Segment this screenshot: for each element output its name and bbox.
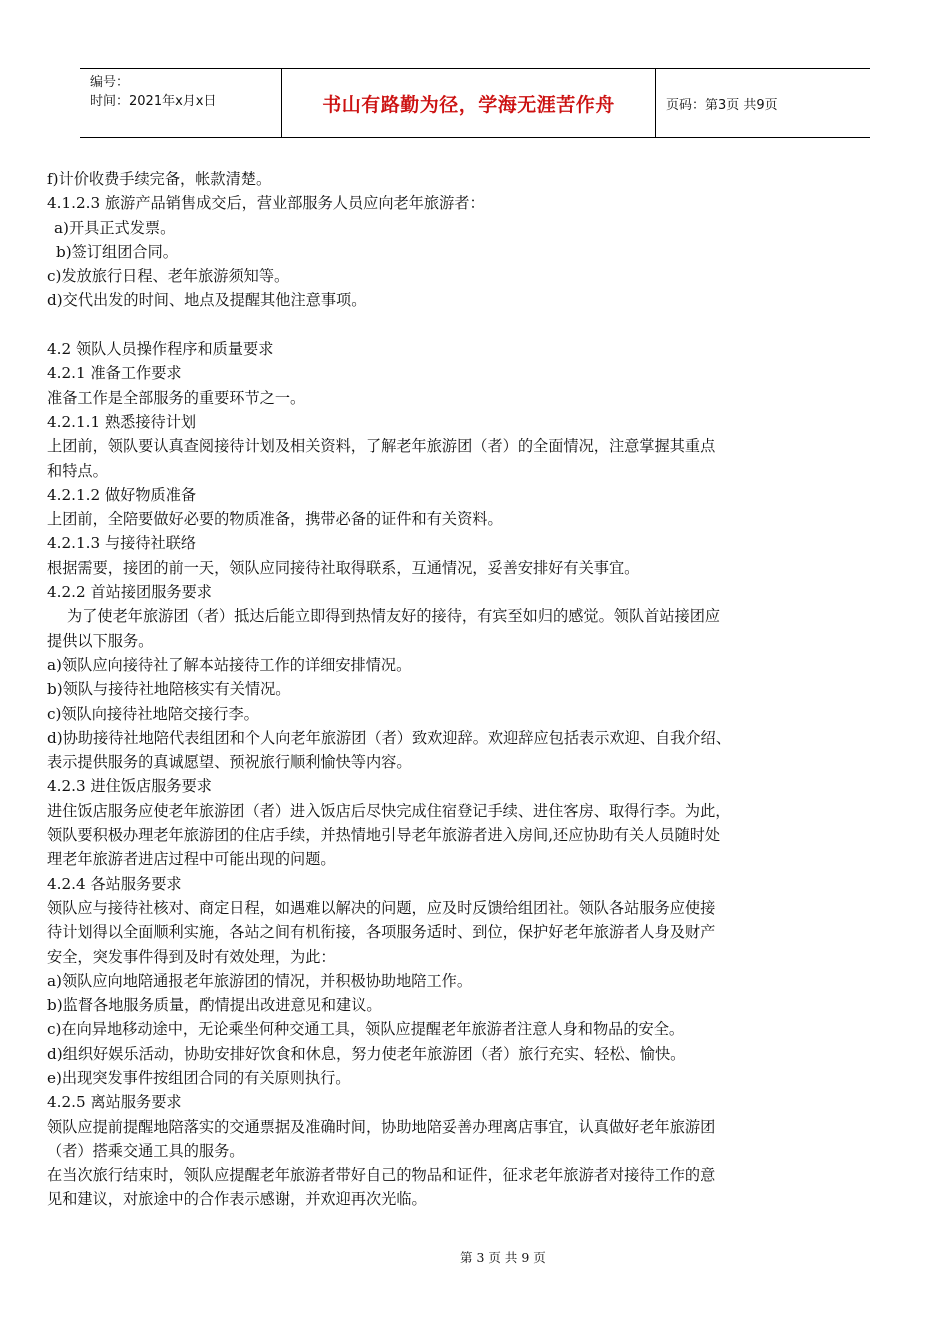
- section-heading: 4.2.1.2 做好物质准备: [47, 485, 197, 504]
- body-line: 准备工作是全部服务的重要环节之一。: [47, 388, 306, 407]
- section-heading: 4.2.3 进住饭店服务要求: [47, 777, 212, 796]
- section-heading: 4.1.2.3 旅游产品销售成交后，营业部服务人员应向老年旅游者：: [47, 194, 485, 213]
- section-heading: 4.2.5 离站服务要求: [47, 1093, 182, 1112]
- body-line: 表示提供服务的真诚愿望、预祝旅行顺利愉快等内容。: [47, 753, 412, 772]
- body-line: 见和建议，对旅途中的合作表示感谢，并欢迎再次光临。: [47, 1190, 427, 1209]
- body-line: 在当次旅行结束时，领队应提醒老年旅游者带好自己的物品和证件，征求老年旅游者对接待工作的意: [47, 1166, 716, 1185]
- list-item: b)领队与接待社地陪核实有关情况。: [47, 680, 291, 699]
- list-item: b)签订组团合同。: [56, 242, 178, 261]
- body-line: （者）搭乘交通工具的服务。: [47, 1141, 245, 1160]
- body-line: 领队要积极办理老年旅游团的住店手续，并热情地引导老年旅游者进入房间,还应协助有关人员随时处: [47, 826, 721, 845]
- body-line: 待计划得以全面顺利实施，各站之间有机衔接，各项服务适时、到位，保护好老年旅游者人身及财产: [47, 923, 716, 942]
- section-heading: 4.2.4 各站服务要求: [47, 874, 182, 893]
- section-heading: 4.2.1.3 与接待社联络: [47, 534, 197, 553]
- header-meta: [80, 69, 282, 137]
- list-item: a)开具正式发票。: [54, 218, 176, 237]
- list-item: a)领队应向接待社了解本站接待工作的详细安排情况。: [47, 655, 412, 674]
- section-heading: 4.2.1 准备工作要求: [47, 364, 182, 383]
- list-item: d)交代出发的时间、地点及提醒其他注意事项。: [47, 291, 367, 310]
- section-heading: 4.2 领队人员操作程序和质量要求: [47, 340, 274, 359]
- body-line: 和特点。: [47, 461, 108, 480]
- list-item: d)组织好娱乐活动，协助安排好饮食和休息，努力使老年旅游团（者）旅行充实、轻松、愉快。: [47, 1044, 686, 1063]
- footer-page-number: 第 3 页 共 9 页: [460, 1250, 546, 1265]
- body-line: 安全，突发事件得到及时有效处理，为此：: [47, 947, 336, 966]
- page-header: [80, 68, 870, 138]
- list-item: a)领队应向地陪通报老年旅游团的情况，并积极协助地陪工作。: [47, 971, 473, 990]
- body-line: 上团前，全陪要做好必要的物质准备，携带必备的证件和有关资料。: [47, 510, 503, 529]
- body-line: 理老年旅游者进店过程中可能出现的问题。: [47, 850, 336, 869]
- document-time-label: 时间：2021年x月x日: [90, 94, 217, 109]
- list-item: c)在向异地移动途中，无论乘坐何种交通工具，领队应提醒老年旅游者注意人身和物品的安全。: [47, 1020, 685, 1039]
- body-line: f)计价收费手续完备，帐款清楚。: [47, 170, 272, 188]
- body-line: 为了使老年旅游团（者）抵达后能立即得到热情友好的接待，有宾至如归的感觉。领队首站接团应: [67, 607, 721, 626]
- section-heading: 4.2.1.1 熟悉接待计划: [47, 412, 197, 431]
- body-line: 根据需要，接团的前一天，领队应同接待社取得联系，互通情况，妥善安排好有关事宜。: [47, 558, 640, 577]
- list-item: c)发放旅行日程、老年旅游须知等。: [47, 267, 290, 286]
- list-item: b)监督各地服务质量，酌情提出改进意见和建议。: [47, 996, 382, 1015]
- body-line: 上团前，领队要认真查阅接待计划及相关资料，了解老年旅游团（者）的全面情况，注意掌握其重点: [47, 437, 716, 456]
- document-number-label: 编号：: [90, 75, 130, 90]
- body-line: 领队应提前提醒地陪落实的交通票据及准确时间，协助地陪妥善办理离店事宜，认真做好老年旅游团: [47, 1117, 716, 1136]
- body-line: 提供以下服务。: [47, 631, 154, 650]
- document-body: [47, 167, 917, 1212]
- spacer: [47, 313, 917, 337]
- list-item: d)协助接待社地陪代表组团和个人向老年旅游团（者）致欢迎辞。欢迎辞应包括表示欢迎、自我介绍、: [47, 728, 731, 747]
- list-item: e)出现突发事件按组团合同的有关原则执行。: [47, 1068, 351, 1087]
- body-line: 进住饭店服务应使老年旅游团（者）进入饭店后尽快完成住宿登记手续、进住客房、取得行李。为此，: [47, 801, 731, 820]
- section-heading: 4.2.2 首站接团服务要求: [47, 583, 212, 602]
- list-item: c)领队向接待社地陪交接行李。: [47, 704, 259, 723]
- body-line: 领队应与接待社核对、商定日程，如遇难以解决的问题，应及时反馈给组团社。领队各站服务应使接: [47, 898, 716, 917]
- page-footer: [0, 1248, 950, 1266]
- header-motto: 书山有路勤为径，学海无涯苦作舟: [282, 69, 656, 137]
- header-page-number: 页码：第3页 共9页: [666, 97, 778, 113]
